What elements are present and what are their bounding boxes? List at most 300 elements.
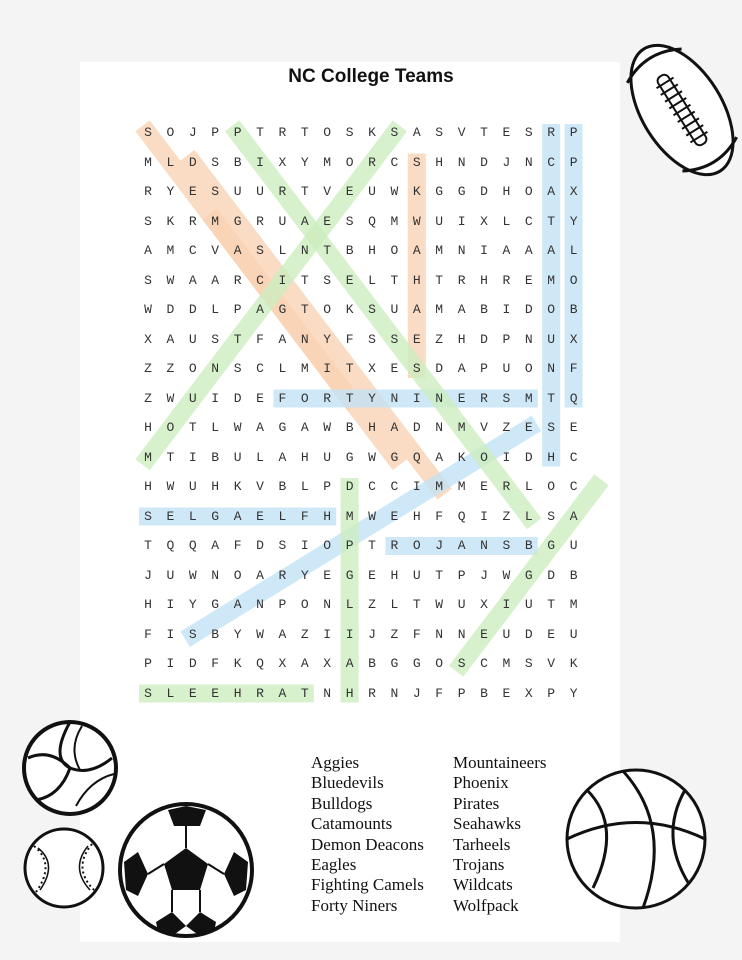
grid-letter: M: [435, 302, 444, 317]
grid-letter: T: [300, 184, 309, 199]
grid-letter: H: [211, 479, 220, 494]
grid-letter: I: [412, 479, 421, 494]
grid-letter: A: [300, 420, 309, 435]
grid-letter: S: [502, 390, 511, 406]
grid-letter: A: [345, 656, 354, 671]
grid-letter: U: [547, 331, 556, 347]
grid-letter: D: [188, 656, 197, 671]
grid-letter: I: [166, 626, 175, 642]
grid-letter: D: [256, 538, 264, 553]
grid-letter: I: [502, 302, 511, 317]
basketball-icon: [563, 766, 709, 912]
grid-letter: E: [502, 685, 511, 701]
grid-letter: X: [524, 685, 533, 701]
grid-letter: T: [323, 243, 332, 258]
grid-letter: I: [166, 597, 175, 612]
grid-letter: L: [524, 508, 533, 524]
grid-letter: G: [211, 597, 220, 612]
grid-letter: D: [547, 567, 556, 583]
word-list-item: Forty Niners: [311, 895, 398, 915]
grid-letter: U: [188, 390, 197, 406]
grid-letter: T: [435, 567, 444, 583]
grid-letter: G: [412, 656, 421, 671]
grid-letter: W: [166, 390, 175, 406]
grid-letter: E: [323, 567, 332, 583]
grid-letter: W: [390, 184, 399, 199]
grid-letter: N: [457, 243, 466, 258]
grid-letter: R: [480, 390, 488, 406]
grid-letter: U: [368, 184, 376, 199]
grid-letter: L: [502, 213, 511, 229]
grid-letter: H: [144, 420, 152, 435]
grid-letter: I: [502, 449, 511, 465]
word-list-item: Seahawks: [453, 814, 521, 834]
grid-letter: A: [457, 361, 466, 376]
grid-letter: A: [524, 243, 533, 258]
grid-letter: F: [144, 626, 152, 642]
grid-letter: P: [480, 361, 488, 376]
grid-letter: H: [144, 597, 152, 612]
grid-letter: Q: [412, 449, 421, 465]
grid-letter: P: [233, 302, 242, 317]
grid-letter: E: [256, 390, 264, 406]
grid-letter: I: [345, 626, 354, 642]
grid-letter: Y: [233, 626, 242, 642]
football-icon: [620, 30, 740, 190]
grid-letter: S: [256, 243, 264, 258]
grid-letter: I: [502, 597, 511, 612]
grid-letter: A: [256, 420, 264, 435]
grid-letter: B: [569, 302, 578, 317]
grid-letter: I: [300, 538, 309, 553]
grid-letter: P: [323, 479, 332, 494]
grid-letter: H: [323, 508, 332, 524]
grid-letter: L: [278, 243, 287, 258]
grid-letter: W: [412, 213, 421, 229]
word-list-item: Trojans: [453, 855, 505, 874]
grid-letter: X: [569, 184, 578, 199]
grid-letter: M: [502, 656, 511, 671]
grid-letter: Y: [569, 213, 578, 229]
grid-letter: U: [188, 331, 197, 347]
grid-letter: U: [390, 302, 399, 317]
grid-letter: C: [390, 154, 399, 170]
grid-letter: C: [569, 479, 578, 494]
grid-letter: R: [278, 567, 287, 583]
grid-letter: R: [390, 538, 399, 553]
grid-letter: P: [211, 125, 220, 140]
grid-letter: Q: [166, 538, 175, 553]
grid-letter: A: [233, 508, 242, 524]
grid-letter: B: [233, 154, 242, 170]
grid-letter: D: [524, 626, 533, 642]
grid-letter: C: [524, 213, 533, 229]
grid-letter: S: [524, 125, 533, 140]
grid-letter: A: [457, 538, 466, 553]
grid-letter: U: [502, 626, 511, 642]
grid-letter: A: [211, 538, 220, 553]
grid-letter: C: [480, 656, 488, 671]
grid-letter: N: [390, 685, 399, 701]
grid-letter: U: [166, 567, 175, 583]
word-list-item: Mountaineers: [453, 753, 547, 772]
grid-letter: Y: [166, 184, 175, 199]
grid-letter: A: [188, 272, 197, 288]
grid-letter: W: [502, 567, 511, 583]
grid-letter: Z: [144, 390, 152, 406]
grid-letter: U: [256, 184, 264, 199]
grid-letter: T: [345, 361, 354, 376]
grid-letter: A: [144, 243, 152, 258]
grid-letter: I: [323, 361, 332, 376]
grid-letter: U: [502, 361, 511, 376]
grid-letter: E: [166, 508, 175, 524]
grid-letter: E: [480, 479, 488, 494]
grid-letter: H: [300, 449, 309, 465]
grid-letter: S: [457, 656, 466, 671]
grid-letter: H: [480, 272, 488, 288]
word-list-item: Tarheels: [453, 834, 511, 854]
volleyball-icon: [20, 718, 120, 818]
grid-letter: H: [457, 331, 466, 347]
grid-letter: D: [345, 479, 354, 494]
grid-letter: H: [345, 685, 354, 701]
grid-letter: X: [480, 597, 488, 612]
grid-letter: E: [345, 272, 354, 288]
grid-letter: O: [323, 125, 332, 140]
grid-letter: U: [233, 184, 242, 199]
grid-letter: T: [233, 331, 242, 347]
grid-letter: N: [390, 390, 399, 406]
grid-letter: O: [524, 361, 533, 376]
grid-letter: J: [502, 154, 511, 170]
grid-letter: I: [188, 449, 197, 465]
grid-letter: Q: [457, 508, 466, 524]
grid-letter: O: [547, 479, 556, 494]
grid-letter: T: [390, 272, 399, 288]
grid-letter: A: [278, 685, 287, 701]
grid-letter: N: [435, 420, 444, 435]
grid-letter: S: [412, 154, 421, 170]
word-list-item: Aggies: [311, 753, 360, 772]
grid-letter: N: [300, 331, 309, 347]
grid-letter: E: [188, 184, 197, 199]
grid-letter: X: [368, 361, 376, 376]
grid-letter: E: [502, 125, 511, 140]
grid-letter: X: [144, 331, 152, 347]
grid-letter: V: [457, 125, 466, 140]
grid-letter: R: [256, 685, 264, 701]
grid-letter: Z: [502, 508, 511, 524]
grid-letter: E: [256, 508, 264, 524]
grid-letter: S: [233, 361, 242, 376]
baseball-icon: [22, 826, 106, 910]
grid-letter: M: [457, 479, 466, 494]
grid-letter: B: [211, 449, 220, 465]
grid-letter: O: [300, 390, 309, 406]
grid-letter: Y: [300, 567, 309, 583]
grid-letter: A: [412, 302, 421, 317]
grid-letter: B: [569, 567, 578, 583]
grid-letter: I: [480, 243, 488, 258]
grid-letter: P: [547, 685, 556, 701]
grid-letter: B: [211, 626, 220, 642]
grid-letter: P: [144, 656, 152, 671]
grid-letter: S: [524, 656, 533, 671]
grid-letter: U: [233, 449, 242, 465]
grid-letter: H: [502, 184, 511, 199]
grid-letter: U: [323, 449, 332, 465]
grid-letter: M: [144, 154, 152, 170]
grid-letter: T: [188, 420, 197, 435]
grid-letter: Y: [368, 390, 376, 406]
grid-letter: P: [569, 125, 578, 140]
word-list-item: Pirates: [453, 793, 500, 813]
grid-letter: P: [457, 567, 466, 583]
grid-letter: A: [256, 302, 264, 317]
grid-letter: N: [300, 243, 309, 258]
grid-letter: L: [345, 597, 354, 612]
grid-letter: D: [480, 184, 488, 199]
grid-letter: V: [323, 184, 332, 199]
grid-letter: E: [547, 626, 556, 642]
grid-letter: Q: [368, 213, 376, 229]
grid-letter: G: [345, 449, 354, 465]
grid-letter: A: [435, 449, 444, 465]
grid-letter: W: [166, 479, 175, 494]
grid-letter: I: [211, 390, 220, 406]
grid-letter: G: [435, 184, 444, 199]
grid-letter: A: [211, 272, 220, 288]
grid-letter: S: [368, 302, 376, 317]
grid-letter: P: [457, 685, 466, 701]
grid-letter: S: [547, 508, 556, 524]
grid-letter: H: [144, 479, 152, 494]
grid-letter: E: [524, 420, 533, 435]
grid-letter: G: [233, 213, 242, 229]
grid-letter: B: [345, 420, 354, 435]
grid-letter: F: [435, 685, 444, 701]
soccer-ball-icon: [116, 800, 256, 940]
grid-letter: R: [368, 154, 376, 170]
grid-letter: O: [300, 597, 309, 612]
grid-letter: Q: [569, 390, 578, 406]
grid-letter: O: [390, 243, 399, 258]
grid-letter: T: [256, 125, 264, 140]
grid-letter: T: [300, 685, 309, 701]
grid-letter: M: [211, 213, 220, 229]
grid-letter: B: [345, 243, 354, 258]
grid-letter: A: [390, 420, 399, 435]
grid-letter: D: [480, 331, 488, 347]
grid-letter: N: [480, 538, 488, 553]
grid-letter: M: [457, 420, 466, 435]
grid-letter: S: [345, 213, 354, 229]
grid-letter: J: [368, 626, 376, 642]
grid-letter: G: [390, 656, 399, 671]
grid-letter: R: [256, 213, 264, 229]
grid-letter: J: [480, 567, 488, 583]
grid-letter: P: [345, 538, 354, 553]
grid-letter: C: [569, 449, 578, 465]
word-list-item: Catamounts: [311, 814, 393, 834]
grid-letter: D: [412, 420, 421, 435]
grid-letter: K: [457, 449, 466, 465]
grid-letter: Y: [300, 154, 309, 170]
grid-letter: G: [547, 538, 556, 553]
grid-letter: J: [188, 125, 197, 140]
grid-letter: W: [166, 272, 175, 288]
grid-letter: D: [524, 449, 533, 465]
grid-letter: A: [547, 184, 556, 199]
grid-letter: U: [278, 213, 287, 229]
grid-letter: A: [547, 243, 556, 258]
grid-letter: N: [323, 597, 332, 612]
grid-letter: K: [569, 656, 578, 671]
grid-letter: D: [188, 154, 197, 170]
grid-letter: R: [188, 213, 197, 229]
grid-letter: D: [524, 302, 533, 317]
grid-letter: D: [435, 361, 444, 376]
word-list-item: Bluedevils: [311, 773, 384, 793]
grid-letter: S: [547, 420, 556, 435]
grid-letter: S: [390, 125, 399, 140]
grid-letter: R: [457, 272, 466, 288]
grid-letter: H: [368, 243, 376, 258]
grid-letter: I: [480, 508, 488, 524]
grid-letter: M: [345, 508, 354, 524]
grid-letter: O: [345, 154, 354, 170]
grid-letter: N: [457, 154, 466, 170]
grid-letter: K: [345, 302, 354, 317]
grid-letter: M: [323, 154, 332, 170]
grid-letter: O: [188, 361, 197, 376]
grid-letter: K: [368, 125, 376, 140]
grid-letter: F: [412, 626, 421, 642]
grid-letter: T: [547, 213, 556, 229]
grid-letter: L: [569, 243, 578, 258]
grid-letter: F: [569, 361, 578, 376]
grid-letter: R: [502, 272, 511, 288]
grid-letter: X: [278, 656, 287, 671]
grid-letter: E: [569, 420, 578, 435]
grid-letter: F: [278, 390, 287, 406]
grid-letter: O: [166, 125, 175, 140]
grid-letter: G: [278, 420, 287, 435]
grid-letter: H: [412, 508, 421, 524]
grid-letter: T: [480, 125, 488, 140]
grid-letter: U: [524, 597, 533, 612]
grid-letter: W: [188, 567, 197, 583]
grid-letter: M: [390, 213, 399, 229]
grid-letter: X: [569, 331, 578, 347]
grid-letter: T: [547, 390, 556, 406]
grid-letter: E: [480, 626, 488, 642]
grid-letter: A: [457, 302, 466, 317]
grid-letter: N: [435, 390, 444, 406]
grid-letter: O: [480, 449, 488, 465]
page-title: NC College Teams: [288, 66, 454, 87]
grid-letter: L: [188, 508, 197, 524]
grid-letter: A: [300, 213, 309, 229]
grid-letter: M: [166, 243, 175, 258]
grid-letter: L: [368, 272, 376, 288]
grid-letter: E: [345, 184, 354, 199]
grid-letter: Z: [435, 331, 444, 347]
grid-letter: S: [278, 538, 287, 553]
grid-letter: W: [323, 420, 332, 435]
grid-letter: F: [211, 656, 220, 671]
grid-letter: R: [278, 184, 287, 199]
grid-letter: E: [457, 390, 466, 406]
grid-letter: M: [524, 390, 533, 406]
grid-letter: L: [278, 361, 287, 376]
grid-letter: U: [569, 626, 578, 642]
grid-letter: E: [390, 508, 399, 524]
grid-letter: F: [300, 508, 309, 524]
grid-letter: W: [368, 449, 376, 465]
grid-letter: D: [166, 302, 175, 317]
grid-letter: F: [435, 508, 444, 524]
grid-letter: U: [188, 479, 197, 494]
grid-letter: A: [278, 626, 287, 642]
grid-letter: Z: [166, 361, 175, 376]
grid-letter: H: [435, 154, 444, 170]
grid-letter: T: [547, 597, 556, 612]
grid-letter: I: [457, 213, 466, 229]
grid-letter: X: [480, 213, 488, 229]
grid-letter: E: [390, 361, 399, 376]
grid-letter: S: [211, 154, 220, 170]
grid-letter: E: [368, 567, 376, 583]
grid-letter: T: [144, 538, 152, 553]
grid-letter: A: [502, 243, 511, 258]
grid-letter: P: [569, 154, 578, 170]
grid-letter: L: [524, 479, 533, 494]
grid-letter: B: [480, 302, 488, 317]
grid-letter: L: [278, 508, 287, 524]
grid-letter: O: [323, 538, 332, 553]
grid-letter: G: [211, 508, 220, 524]
grid-letter: N: [524, 154, 533, 170]
grid-letter: S: [390, 331, 399, 347]
grid-letter: O: [166, 420, 175, 435]
grid-letter: Z: [300, 626, 309, 642]
grid-letter: S: [435, 125, 444, 140]
grid-letter: U: [569, 538, 578, 553]
grid-letter: T: [300, 302, 309, 317]
grid-letter: Z: [144, 361, 152, 376]
grid-letter: K: [412, 184, 421, 199]
grid-letter: S: [211, 331, 220, 347]
grid-letter: Z: [368, 597, 376, 612]
grid-letter: S: [323, 272, 332, 288]
grid-letter: B: [368, 656, 376, 671]
grid-letter: W: [435, 597, 444, 612]
grid-letter: T: [300, 125, 309, 140]
grid-letter: J: [144, 567, 152, 583]
grid-letter: L: [390, 597, 399, 612]
grid-letter: J: [412, 685, 421, 701]
grid-letter: C: [547, 154, 556, 170]
grid-letter: N: [524, 331, 533, 347]
grid-letter: K: [233, 479, 242, 494]
grid-letter: O: [569, 272, 578, 288]
grid-letter: H: [368, 420, 376, 435]
word-list-item: Wolfpack: [453, 895, 519, 915]
word-list-item: Phoenix: [453, 773, 509, 793]
grid-letter: B: [480, 685, 488, 701]
